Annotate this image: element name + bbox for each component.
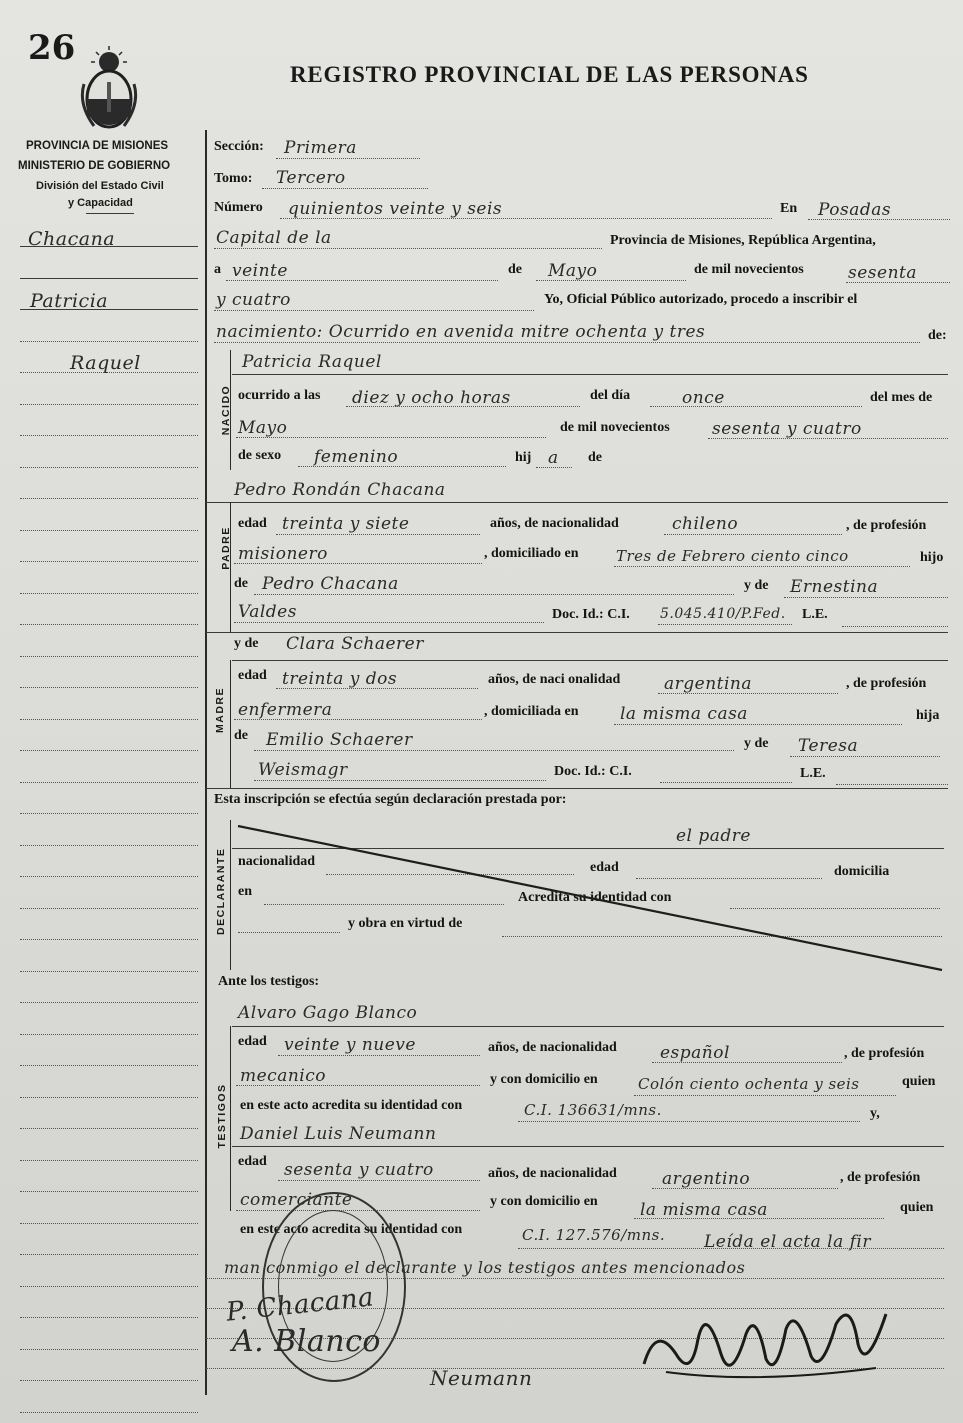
closing-line2: man conmigo el declarante y los testigos antes mencionados <box>224 1258 746 1277</box>
provincia-label: Provincia de Misiones, República Argentina, <box>610 233 876 248</box>
numero-value: quinientos veinte y seis <box>288 199 503 219</box>
padre-section-label: PADRE <box>220 526 232 570</box>
margin-rule-line <box>20 404 198 405</box>
margin-rule-line <box>20 1128 198 1129</box>
t1-nac-label: años, de nacionalidad <box>488 1040 617 1055</box>
margin-rule-line <box>20 687 198 688</box>
madre-yde2-label: y de <box>744 736 769 751</box>
padre-prof-label: , de profesión <box>846 518 927 533</box>
numero-label: Número <box>214 200 263 215</box>
madre-prof-label: , de profesión <box>846 676 927 691</box>
sexo-value: femenino <box>314 447 399 467</box>
t2-edad-label: edad <box>238 1154 267 1169</box>
t1-edad-label: edad <box>238 1034 267 1049</box>
margin-rule-line <box>20 1317 198 1318</box>
t1-nombre: Alvaro Gago Blanco <box>238 1003 418 1023</box>
hij-suffix: a <box>548 448 559 468</box>
madre-yde-label: y de <box>234 636 259 651</box>
signature-1: P. Chacana <box>224 1282 376 1328</box>
margin-rule-line <box>20 278 198 279</box>
t2-nac-value: argentino <box>662 1169 751 1189</box>
acto-value: nacimiento: Ocurrido en avenida mitre ochenta y tres <box>216 322 706 342</box>
tomo-value: Tercero <box>276 168 346 188</box>
t2-nac-label: años, de nacionalidad <box>488 1166 617 1181</box>
del-mes-label: del mes de <box>870 390 933 405</box>
margin-rule-line <box>20 1223 198 1224</box>
madre-dom-value: la misma casa <box>620 704 748 724</box>
madre-madre-de: Teresa <box>798 736 859 756</box>
declarante-section-label: DECLARANTE <box>215 847 227 935</box>
t2-quien-label: quien <box>900 1200 934 1215</box>
org-capacity: y Capacidad <box>68 197 133 209</box>
year-label: de mil novecientos <box>694 262 804 277</box>
nacido-nombre: Patricia Raquel <box>242 352 382 372</box>
en-label: En <box>780 201 798 216</box>
madre-nombre: Clara Schaerer <box>286 634 424 654</box>
margin-rule-line <box>20 876 198 877</box>
margin-rule-line <box>20 561 198 562</box>
sexo-label: de sexo <box>238 448 282 463</box>
declarante-quien: el padre <box>676 826 751 846</box>
oficial-label: Yo, Oficial Público autorizado, procedo a inscribir el <box>544 292 858 307</box>
margin-surname: Chacana <box>28 228 116 250</box>
margin-rule-line <box>20 1254 198 1255</box>
a-label: a <box>214 262 221 277</box>
org-province: PROVINCIA DE MISIONES <box>26 140 169 152</box>
margin-rule-line <box>20 813 198 814</box>
padre-le-label: L.E. <box>802 607 828 622</box>
cancel-diagonal-line <box>230 820 950 980</box>
padre-dom-label: , domiciliado en <box>484 546 579 561</box>
madre-section-label: MADRE <box>214 687 226 733</box>
margin-rule-line <box>20 1412 198 1413</box>
t1-prof-label: , de profesión <box>844 1046 925 1061</box>
t1-dom-value: Colón ciento ochenta y seis <box>638 1075 860 1093</box>
de-end-label: de: <box>928 328 947 343</box>
madre-doc-label: Doc. Id.: C.I. <box>554 764 632 779</box>
padre-nac-value: chileno <box>672 514 739 534</box>
decl-nac-label: nacionalidad <box>238 854 316 869</box>
margin-rule-line <box>20 1002 198 1003</box>
margin-rule-line <box>20 971 198 972</box>
t2-prof-label: , de profesión <box>840 1170 921 1185</box>
dia-value: veinte <box>232 261 288 281</box>
t1-quien-label: quien <box>902 1074 936 1089</box>
closing-line1: Leída el acta la fir <box>704 1232 871 1252</box>
mes-nacido-value: Mayo <box>238 418 288 438</box>
madre-edad-label: edad <box>238 668 267 683</box>
t1-prof-value: mecanico <box>240 1066 326 1086</box>
padre-madre-de2: Valdes <box>238 602 297 622</box>
margin-rule-line <box>20 341 198 342</box>
anio1-value: sesenta <box>848 263 917 283</box>
anio2-value: y cuatro <box>216 290 291 310</box>
padre-dom-value: Tres de Febrero ciento cinco <box>616 547 849 565</box>
margin-rule-line <box>20 782 198 783</box>
t2-prof-value: comerciante <box>240 1190 353 1210</box>
de-label: de <box>508 262 522 277</box>
madre-edad-value: treinta y dos <box>282 669 398 689</box>
margin-rule-line <box>20 1191 198 1192</box>
decl-obra-label: y obra en virtud de <box>348 916 463 931</box>
decl-edad-label: edad <box>590 860 619 875</box>
padre-doc-label: Doc. Id.: C.I. <box>552 607 630 622</box>
document-title: REGISTRO PROVINCIAL DE LAS PERSONAS <box>290 62 809 87</box>
margin-rule-line <box>20 1380 198 1381</box>
nacido-section-label: NACIDO <box>220 384 232 436</box>
decl-dom-label: domicilia <box>834 864 890 879</box>
margin-rule-line <box>20 1065 198 1066</box>
t1-y-label: y, <box>870 1106 880 1121</box>
madre-de-label: de <box>234 728 248 743</box>
margin-rule-line <box>20 750 198 751</box>
padre-prof-value: misionero <box>238 544 328 564</box>
signature-2: A. Blanco <box>232 1324 381 1359</box>
t2-doc-value: C.I. 127.576/mns. <box>522 1226 666 1244</box>
decl-en-label: en <box>238 884 252 899</box>
org-division: División del Estado Civil <box>36 180 164 192</box>
hora-value: diez y ocho horas <box>352 388 511 408</box>
seccion-label: Sección: <box>214 139 264 154</box>
t1-dom-label: y con domicilio en <box>490 1072 598 1087</box>
margin-name2: Raquel <box>70 352 141 374</box>
padre-nombre: Pedro Rondán Chacana <box>234 480 446 500</box>
testigos-intro: Ante los testigos: <box>218 974 320 989</box>
madre-le-label: L.E. <box>800 766 826 781</box>
t2-edad-value: sesenta y cuatro <box>284 1160 434 1180</box>
padre-yde-label: y de <box>744 578 769 593</box>
ocurrido-label: ocurrido a las <box>238 388 321 403</box>
madre-dom-label: , domiciliada en <box>484 704 579 719</box>
padre-de-label: de <box>234 576 248 591</box>
dia-nacido-value: once <box>682 388 725 408</box>
del-dia-label: del día <box>590 388 631 403</box>
t2-dom-label: y con domicilio en <box>490 1194 598 1209</box>
margin-rule-line <box>20 1097 198 1098</box>
t1-nac-value: español <box>660 1043 730 1063</box>
nacido-de-label: de <box>588 450 602 465</box>
margin-rule-line <box>20 939 198 940</box>
padre-edad-label: edad <box>238 516 267 531</box>
margin-rule-line <box>20 498 198 499</box>
t2-acredita-label: en este acto acredita su identidad con <box>240 1222 463 1237</box>
t1-acredita-label: en este acto acredita su identidad con <box>240 1098 463 1113</box>
madre-madre-de2: Weismagr <box>258 760 348 780</box>
main-divider <box>205 130 207 1395</box>
madre-nac-label: años, de naci onalidad <box>488 672 621 687</box>
margin-name1: Patricia <box>30 290 109 312</box>
t1-edad-value: veinte y nueve <box>284 1035 416 1055</box>
margin-rule-line <box>20 624 198 625</box>
margin-rule-line <box>20 467 198 468</box>
madre-nac-value: argentina <box>664 674 753 694</box>
signature-3: Neumann <box>430 1366 533 1390</box>
en-value: Posadas <box>818 200 892 220</box>
padre-hijo-label: hijo <box>920 550 944 565</box>
padre-nac-label: años, de nacionalidad <box>490 516 619 531</box>
padre-madre-de: Ernestina <box>790 577 879 597</box>
t2-dom-value: la misma casa <box>640 1200 768 1220</box>
margin-rule-line <box>20 1034 198 1035</box>
t2-nombre: Daniel Luis Neumann <box>240 1124 437 1144</box>
declarante-intro: Esta inscripción se efectúa según declaración prestada por: <box>214 792 567 807</box>
madre-prof-value: enfermera <box>238 700 333 720</box>
margin-rule-line <box>20 1160 198 1161</box>
margin-rule-line <box>20 719 198 720</box>
mes-value: Mayo <box>548 261 598 281</box>
hij-label: hij <box>515 450 532 465</box>
margin-rule-line <box>20 435 198 436</box>
madre-hija-label: hija <box>916 708 940 723</box>
seccion-value: Primera <box>284 138 357 158</box>
coat-of-arms-icon <box>76 44 142 134</box>
decl-acredita-label: Acredita su identidad con <box>518 890 672 905</box>
margin-rule-line <box>20 593 198 594</box>
official-signature <box>636 1284 896 1394</box>
padre-padre-de: Pedro Chacana <box>262 574 399 594</box>
margin-rule-line <box>20 1349 198 1350</box>
margin-rule-line <box>20 530 198 531</box>
madre-padre-de: Emilio Schaerer <box>266 730 413 750</box>
place-value: Capital de la <box>216 228 332 248</box>
org-ministry: MINISTERIO DE GOBIERNO <box>18 160 171 172</box>
t1-doc-value: C.I. 136631/mns. <box>524 1101 662 1119</box>
testigos-section-label: TESTIGOS <box>216 1083 228 1149</box>
margin-rule-line <box>20 845 198 846</box>
margin-rule-line <box>20 656 198 657</box>
anio-nacido-value: sesenta y cuatro <box>712 419 862 439</box>
year-nacido-label: de mil novecientos <box>560 420 670 435</box>
padre-doc-value: 5.045.410/P.Fed. <box>660 606 786 622</box>
margin-rule-line <box>20 908 198 909</box>
page-number: 26 <box>28 28 76 68</box>
margin-rule-line <box>20 1286 198 1287</box>
padre-edad-value: treinta y siete <box>282 514 410 534</box>
tomo-label: Tomo: <box>214 171 253 186</box>
